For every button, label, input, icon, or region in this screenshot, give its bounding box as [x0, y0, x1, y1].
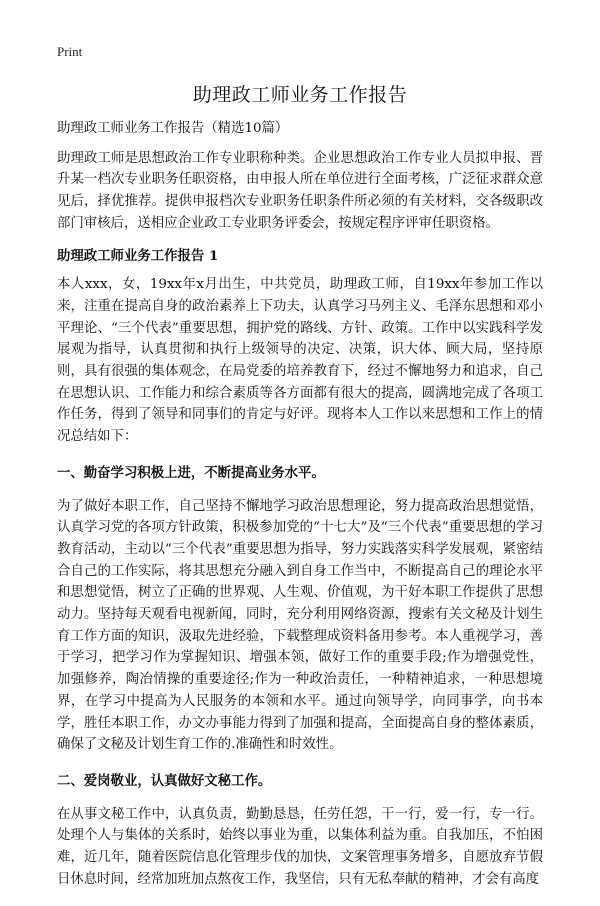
intro-paragraph: 助理政工师是思想政治工作专业职称种类。企业思想政治工作专业人员拟申报、晋升某一档次专业职务任职资格，由申报人所在单位进行全面考核，广泛征求群众意见后，择优推荐。提供申报档次专业职务任职条件所必须的有关材料，交各级职改部门审核后，送相应企业政工专业职务评委会，按规定程序评审任职资格。: [57, 150, 543, 231]
print-link[interactable]: Print: [57, 44, 83, 59]
section2-heading: 二、爱岗敬业，认真做好文秘工作。: [57, 772, 272, 789]
report-paragraph: 本人xxx，女，19xx年x月出生，中共党员，助理政工师，自19xx年参加工作以来，注重在提高自身的政治素养上下功夫，认真学习马列主义、毛泽东思想和邓小平理论、“三个代表”重要思想，拥护党的路线、方针、政策。工作中以实践科学发展观为指导，认真贯彻和执行上级领导的决定、决策，识大体、顾大局，坚持原则，具有很强的集体观念，在局党委的培养教育下，经过不懈地努力和追求，自己在思想认识、工作能力和综合素质等各方面都有很大的提高，圆满地完成了各项工作任务，得到了领导和同事们的肯定与好评。现将本人工作以来思想和工作上的情况总结如下：: [57, 277, 543, 445]
section1-paragraph: 为了做好本职工作，自己坚持不懈地学习政治思想理论，努力提高政治思想觉悟，认真学习党的各项方针政策，积极参加党的“十七大”及“三个代表”重要思想的学习教育活动，主动以“三个代表”重要思想为指导，努力实践落实科学发展观，紧密结合自己的工作实际，将其思想充分融入到自身工作当中，不断提高自己的理论水平和思想觉悟，树立了正确的世界观、人生观、价值观，为干好本职工作提供了思想动力。坚持每天观看电视新闻，同时，充分利用网络资源，搜索有关文秘及计划生育工作方面的知识，汲取先进经验，下载整理成资料备用参考。本人重视学习，善于学习，把学习作为掌握知识、增强本领，做好工作的重要手段;作为增强党性，加强修养，陶冶情操的重要途径;作为一种政治责任，一种精神追求，一种思想境界，在学习中提高为人民服务的本领和水平。通过向领导学，向同事学，向书本学，胜任本职工作，办文办事能力得到了加强和提高，全面提高自身的整体素质，确保了文秘及计划生育工作的.准确性和时效性。: [57, 498, 543, 753]
report-heading: 助理政工师业务工作报告 1: [57, 247, 219, 264]
page-title: 助理政工师业务工作报告: [192, 84, 408, 106]
section2-paragraph: 在从事文秘工作中，认真负责，勤勤恳恳，任劳任怨，干一行，爱一行，专一行。处理个人与集体的关系时，始终以事业为重，以集体利益为重。自我加压，不怕困难，近几年，随着医院信息化管理步伐的加快，文案管理事务增多，自愿放弃节假日休息时间，经常加班加点熬夜工作，我坚信，只有无私奉献的精神，才会有高度: [57, 806, 543, 887]
section1-heading: 一、勤奋学习积极上进，不断提高业务水平。: [57, 464, 325, 481]
document-subtitle: 助理政工师业务工作报告（精选10篇）: [57, 121, 289, 136]
document-body: [57, 118, 543, 906]
